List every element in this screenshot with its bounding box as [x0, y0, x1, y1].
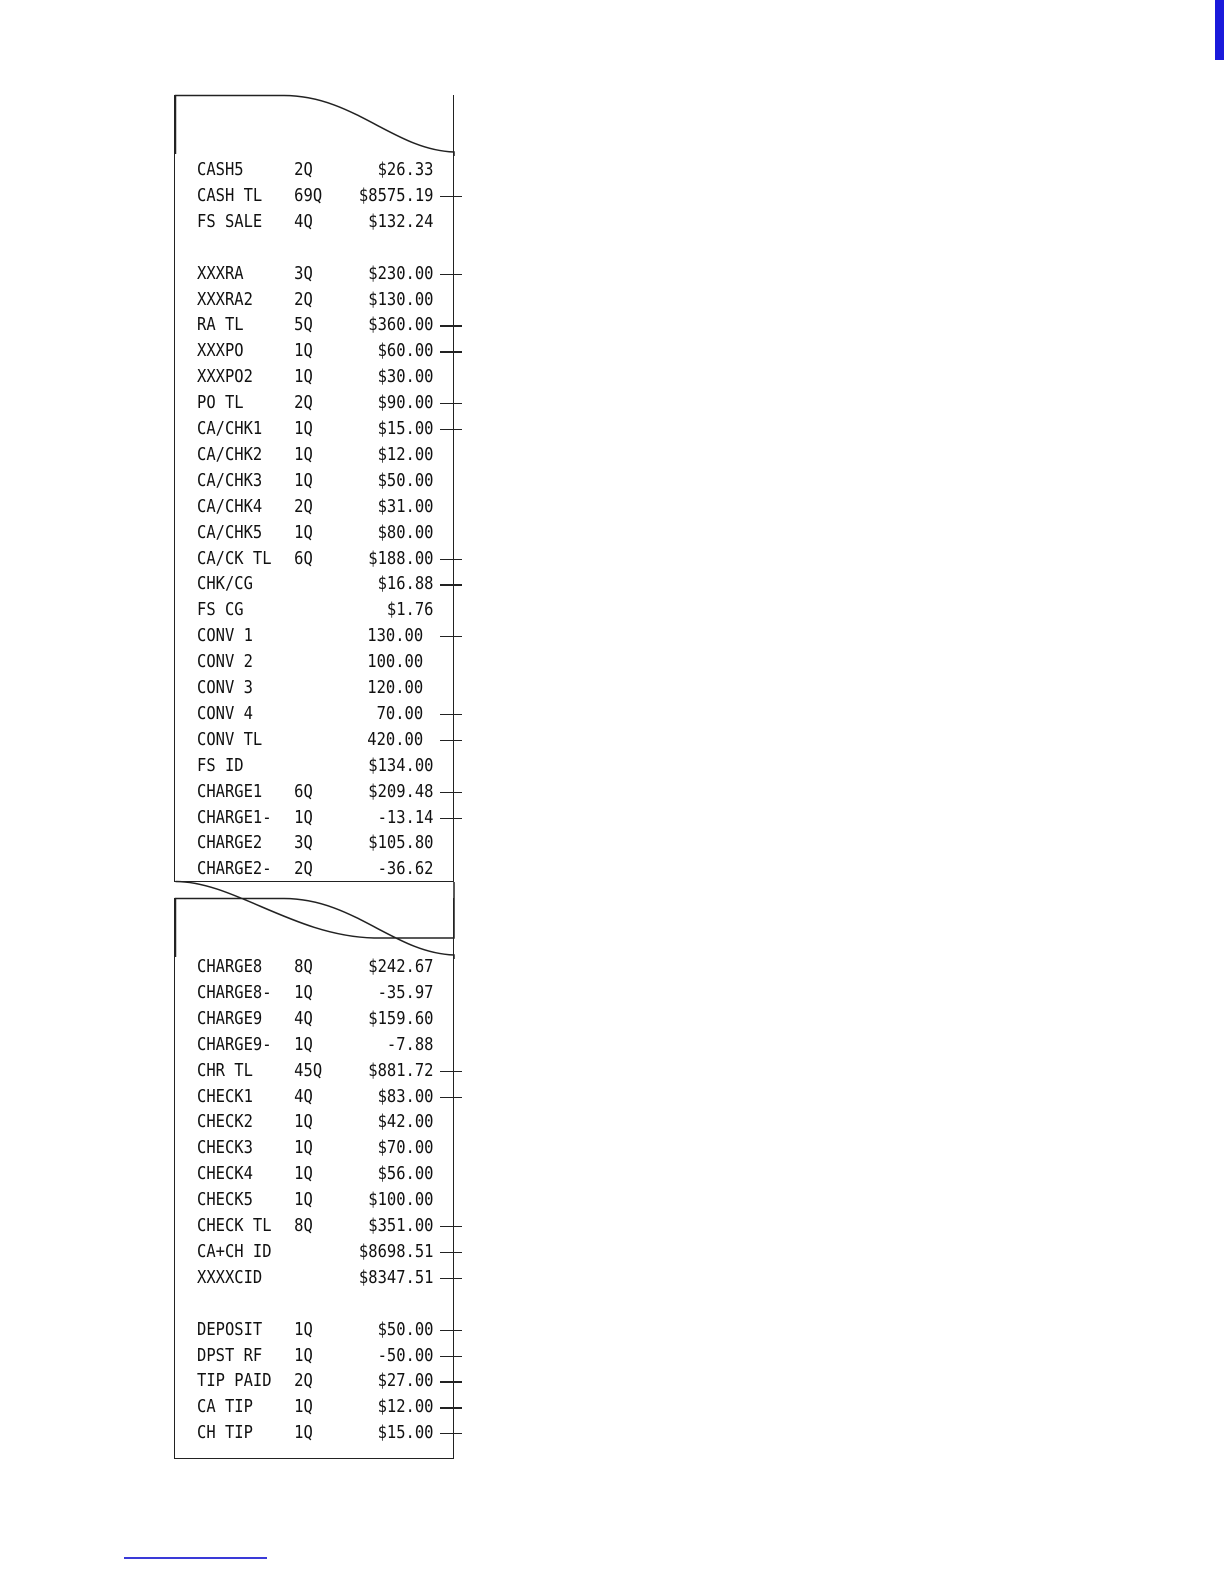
line-qty: 1Q — [294, 1033, 313, 1055]
line-qty: 1Q — [294, 340, 313, 362]
receipt-line — [197, 701, 434, 727]
line-qty: 1Q — [294, 469, 313, 491]
line-label: DPST RF — [197, 1344, 263, 1366]
receipt-line — [197, 727, 434, 753]
line-label: CONV 3 — [197, 677, 253, 698]
receipt-line — [197, 520, 434, 546]
line-amount: $242.67 — [368, 956, 434, 977]
line-label: CASH TL — [197, 184, 263, 206]
line-amount: $42.00 — [377, 1111, 434, 1133]
line-amount: $15.00 — [377, 418, 434, 439]
line-label: CA TIP — [197, 1396, 253, 1418]
receipt-line — [197, 1394, 434, 1420]
line-label: CHECK4 — [197, 1163, 253, 1185]
line-amount: $8347.51 — [358, 1266, 434, 1288]
line-label: CHARGE9 — [197, 1007, 263, 1029]
line-label: CH TIP — [197, 1422, 253, 1444]
receipt-line — [197, 1084, 434, 1110]
line-qty: 4Q — [294, 210, 313, 232]
line-qty: 4Q — [294, 1007, 313, 1029]
receipt-line — [197, 623, 434, 649]
receipt-line — [197, 1317, 434, 1343]
callout-leader — [440, 636, 462, 637]
torn-edge-icon — [174, 880, 455, 942]
line-amount: $30.00 — [377, 366, 434, 388]
receipt-line — [197, 183, 434, 209]
line-amount: 100.00 — [367, 651, 424, 673]
receipt-line — [197, 571, 434, 597]
footer-rule — [124, 1557, 267, 1559]
line-amount: $8698.51 — [358, 1240, 434, 1262]
line-label: CA/CK TL — [197, 547, 272, 569]
line-amount: $881.72 — [368, 1059, 434, 1081]
callout-leader — [440, 1097, 462, 1098]
line-label: FS SALE — [197, 210, 263, 232]
line-amount: 420.00 — [367, 728, 424, 750]
line-amount: $12.00 — [377, 1396, 434, 1418]
line-amount: $16.88 — [377, 573, 434, 595]
callout-leader — [440, 1071, 462, 1072]
line-amount: $100.00 — [368, 1189, 434, 1211]
callout-leader — [440, 1252, 462, 1253]
receipt-line — [197, 597, 434, 623]
receipt-line — [197, 1187, 434, 1213]
line-label: CONV 2 — [197, 651, 253, 673]
line-qty: 2Q — [294, 858, 313, 880]
line-amount: -36.62 — [377, 858, 434, 880]
line-amount: $56.00 — [377, 1163, 434, 1185]
callout-leader — [440, 1278, 462, 1279]
callout-leader — [440, 429, 462, 430]
callout-leader — [440, 325, 462, 326]
line-qty: 45Q — [294, 1059, 323, 1081]
line-amount: 70.00 — [376, 702, 424, 724]
line-amount: $134.00 — [368, 754, 434, 776]
line-amount: $70.00 — [377, 1137, 434, 1159]
line-qty: 8Q — [294, 1215, 313, 1236]
line-qty: 1Q — [294, 1189, 313, 1211]
receipt-line — [197, 1135, 434, 1161]
line-label: XXXXCID — [197, 1266, 263, 1288]
line-qty: 2Q — [294, 1370, 313, 1392]
line-label: CASH5 — [197, 159, 244, 180]
receipt-line — [197, 494, 434, 520]
receipt-line — [197, 779, 434, 805]
line-amount: -7.88 — [386, 1033, 434, 1055]
line-amount: $26.33 — [377, 159, 434, 180]
receipt-line — [197, 1368, 434, 1394]
line-label: CHECK1 — [197, 1085, 253, 1107]
callout-leader — [440, 196, 462, 197]
line-amount: -13.14 — [377, 806, 434, 828]
receipt-line — [197, 980, 434, 1006]
torn-edge-icon — [174, 94, 455, 156]
receipt-line — [197, 442, 434, 468]
line-qty: 1Q — [294, 1163, 313, 1185]
line-label: DEPOSIT — [197, 1318, 263, 1340]
line-qty: 1Q — [294, 1344, 313, 1366]
line-amount: 130.00 — [367, 625, 424, 647]
callout-leader — [440, 274, 462, 275]
line-qty: 3Q — [294, 832, 313, 854]
line-qty: 1Q — [294, 418, 313, 439]
line-label: XXXPO — [197, 340, 244, 362]
line-label: CHARGE2 — [197, 832, 263, 854]
receipt-line — [197, 364, 434, 390]
line-qty: 3Q — [294, 262, 313, 284]
callout-leader — [440, 1226, 462, 1227]
line-amount: $90.00 — [377, 392, 434, 414]
receipt-line — [197, 1239, 434, 1265]
line-qty: 6Q — [294, 780, 313, 802]
receipt-line — [197, 1343, 434, 1369]
line-label: CHECK3 — [197, 1137, 253, 1159]
line-label: CA/CHK1 — [197, 418, 263, 439]
line-label: XXXPO2 — [197, 366, 253, 388]
line-qty: 2Q — [294, 159, 313, 180]
line-amount: $12.00 — [377, 443, 434, 465]
line-qty: 1Q — [294, 1111, 313, 1133]
receipt-line — [197, 1161, 434, 1187]
line-amount: $159.60 — [368, 1007, 434, 1029]
receipt-line — [197, 753, 434, 779]
line-label: CHARGE1 — [197, 780, 263, 802]
callout-leader — [440, 559, 462, 560]
callout-leader — [440, 403, 462, 404]
receipt-line — [197, 1006, 434, 1032]
page-edge-bar — [1215, 0, 1224, 60]
receipt-line — [197, 1032, 434, 1058]
line-amount: $360.00 — [368, 314, 434, 336]
line-label: CA/CHK5 — [197, 521, 263, 543]
line-label: CHECK5 — [197, 1189, 253, 1211]
line-qty: 6Q — [294, 547, 313, 569]
receipt-line — [197, 546, 434, 572]
line-label: CHR TL — [197, 1059, 253, 1081]
callout-leader — [440, 1407, 462, 1408]
line-qty: 1Q — [294, 1396, 313, 1418]
line-qty: 69Q — [294, 184, 323, 206]
line-qty: 1Q — [294, 1318, 313, 1340]
callout-leader — [440, 714, 462, 715]
receipt-line — [197, 1420, 434, 1446]
line-amount: $188.00 — [368, 547, 434, 569]
callout-leader — [440, 1330, 462, 1331]
receipt-line — [197, 1109, 434, 1135]
receipt-line — [197, 287, 434, 313]
line-label: CA+CH ID — [197, 1240, 272, 1262]
receipt-line — [197, 805, 434, 831]
line-label: CHARGE8 — [197, 956, 263, 977]
line-amount: $80.00 — [377, 521, 434, 543]
line-label: CA/CHK2 — [197, 443, 263, 465]
line-amount: -35.97 — [377, 981, 434, 1003]
line-qty: 4Q — [294, 1085, 313, 1107]
line-amount: $351.00 — [368, 1215, 434, 1236]
line-qty: 1Q — [294, 443, 313, 465]
line-amount: -50.00 — [377, 1344, 434, 1366]
receipt-line — [197, 312, 434, 338]
line-amount: $132.24 — [368, 210, 434, 232]
line-label: FS CG — [197, 599, 244, 621]
line-qty: 2Q — [294, 495, 313, 517]
line-label: CHARGE1- — [197, 806, 272, 828]
line-qty: 2Q — [294, 392, 313, 414]
line-qty: 1Q — [294, 521, 313, 543]
callout-leader — [440, 351, 462, 352]
receipt-line — [197, 1213, 434, 1239]
line-qty: 1Q — [294, 981, 313, 1003]
callout-leader — [440, 740, 462, 741]
line-label: CONV 4 — [197, 702, 253, 724]
line-amount: $130.00 — [368, 288, 434, 310]
receipt-line — [197, 390, 434, 416]
line-label: XXXRA — [197, 262, 244, 284]
receipt-line — [197, 1265, 434, 1291]
line-label: CONV TL — [197, 728, 263, 750]
line-label: TIP PAID — [197, 1370, 272, 1392]
callout-leader — [440, 584, 462, 585]
receipt-line — [197, 954, 434, 980]
receipt-line — [197, 1058, 434, 1084]
receipt-line — [197, 157, 434, 183]
receipt-line — [197, 675, 434, 701]
line-amount: $8575.19 — [358, 184, 434, 206]
line-label: XXXRA2 — [197, 288, 253, 310]
line-label: CHARGE9- — [197, 1033, 272, 1055]
line-amount: $230.00 — [368, 262, 434, 284]
receipt-line — [197, 209, 434, 235]
receipt-line — [197, 338, 434, 364]
receipt-line — [197, 1291, 434, 1317]
line-amount: $15.00 — [377, 1422, 434, 1444]
callout-leader — [440, 792, 462, 793]
receipt-line — [197, 261, 434, 287]
line-qty: 2Q — [294, 288, 313, 310]
line-label: FS ID — [197, 754, 244, 776]
callout-leader — [440, 1433, 462, 1434]
line-qty: 8Q — [294, 956, 313, 977]
line-amount: $50.00 — [377, 469, 434, 491]
line-qty: 1Q — [294, 806, 313, 828]
line-qty: 5Q — [294, 314, 313, 336]
receipt-line — [197, 468, 434, 494]
line-qty: 1Q — [294, 1422, 313, 1444]
receipt-line — [197, 830, 434, 856]
line-label: CHECK2 — [197, 1111, 253, 1133]
line-amount: 120.00 — [367, 677, 424, 698]
line-amount: $1.76 — [386, 599, 434, 621]
line-amount: $105.80 — [368, 832, 434, 854]
line-label: CA/CHK3 — [197, 469, 263, 491]
line-label: CHK/CG — [197, 573, 253, 595]
line-label: PO TL — [197, 392, 244, 414]
line-label: RA TL — [197, 314, 244, 336]
callout-leader — [440, 1381, 462, 1382]
line-amount: $209.48 — [368, 780, 434, 802]
line-amount: $60.00 — [377, 340, 434, 362]
receipt-line — [197, 649, 434, 675]
receipt-line — [197, 856, 434, 882]
line-label: CONV 1 — [197, 625, 253, 647]
line-amount: $50.00 — [377, 1318, 434, 1340]
line-label: CA/CHK4 — [197, 495, 263, 517]
line-qty: 1Q — [294, 1137, 313, 1159]
receipt-line — [197, 235, 434, 261]
line-label: CHECK TL — [197, 1215, 272, 1236]
line-amount: $31.00 — [377, 495, 434, 517]
callout-leader — [440, 818, 462, 819]
line-label: CHARGE8- — [197, 981, 272, 1003]
receipt-line — [197, 416, 434, 442]
line-amount: $27.00 — [377, 1370, 434, 1392]
line-label: CHARGE2- — [197, 858, 272, 880]
line-amount: $83.00 — [377, 1085, 434, 1107]
line-qty: 1Q — [294, 366, 313, 388]
callout-leader — [440, 1356, 462, 1357]
